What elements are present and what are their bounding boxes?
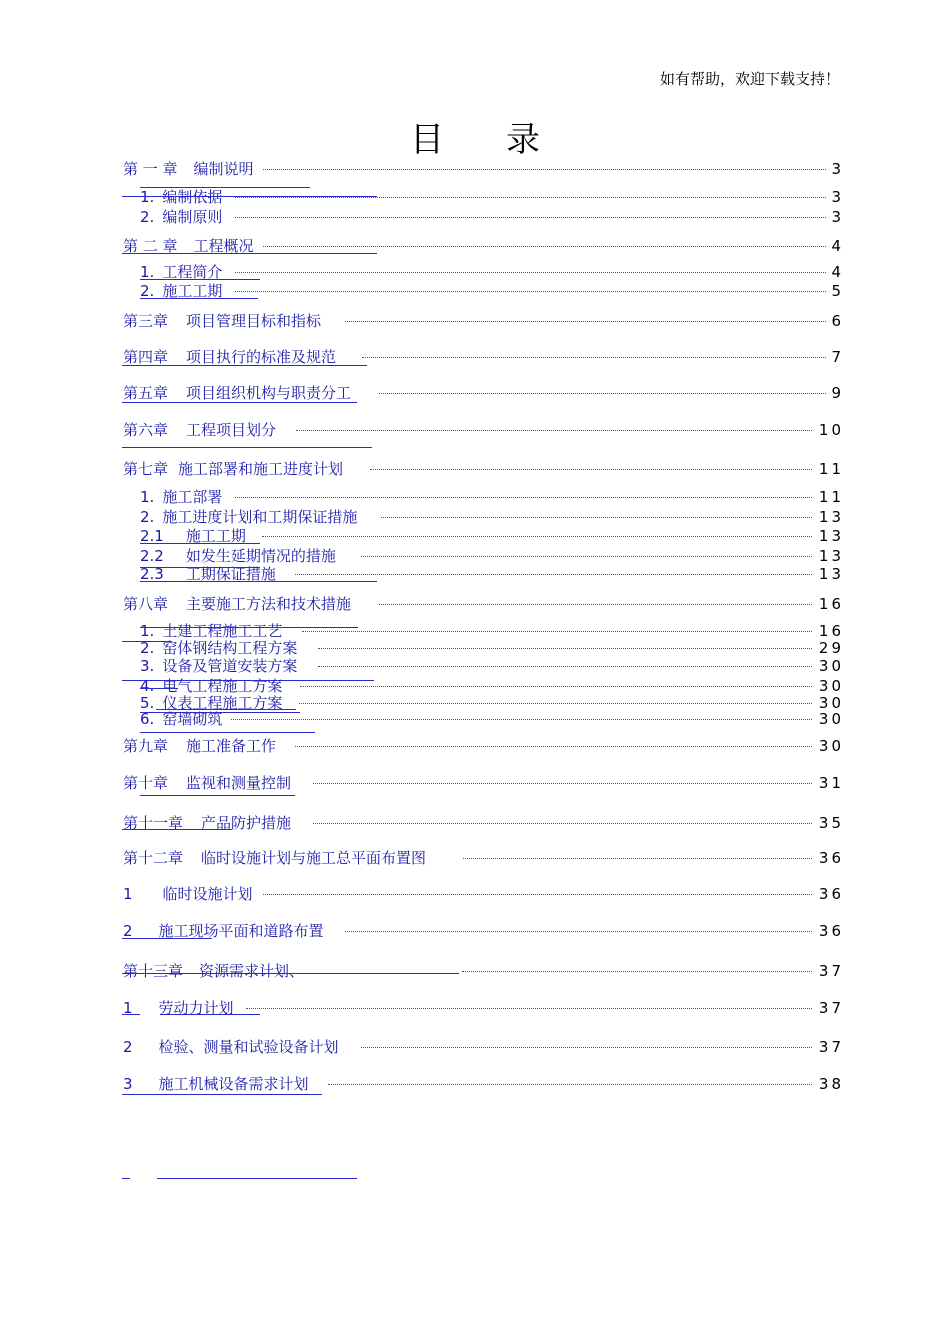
toc-entry-label[interactable]	[123, 383, 351, 403]
toc-entry-label[interactable]	[140, 487, 222, 507]
toc-entry-label[interactable]	[123, 884, 253, 904]
toc-entry-label[interactable]	[123, 813, 291, 833]
toc-entry-number: 2	[123, 922, 133, 940]
toc-dot-leader	[361, 1047, 812, 1048]
toc-entry-number: 第四章	[123, 348, 169, 366]
toc-entry-page-number: 30	[818, 694, 844, 712]
toc-dot-leader	[231, 719, 812, 720]
annotation-stroke	[160, 1014, 260, 1015]
toc-entry-label[interactable]	[123, 594, 351, 614]
toc-dot-leader	[379, 604, 812, 605]
toc-entry-title: 如发生延期情况的措施	[185, 547, 336, 565]
toc-entry[interactable]	[0, 998, 950, 1018]
toc-entry[interactable]	[0, 773, 950, 793]
toc-entry-page-number: 6	[831, 312, 844, 330]
annotation-stroke	[122, 829, 232, 830]
toc-entry-number: 1	[123, 885, 133, 903]
toc-entry[interactable]	[0, 311, 950, 331]
toc-dot-leader	[235, 272, 826, 273]
annotation-stroke	[122, 1178, 130, 1179]
annotation-stroke	[140, 298, 258, 299]
toc-entry-number: 第六章	[123, 421, 169, 439]
annotation-stroke	[122, 938, 212, 939]
annotation-stroke	[122, 1014, 140, 1015]
toc-entry[interactable]	[0, 813, 950, 833]
toc-entry-page-number: 3	[831, 188, 844, 206]
toc-dot-leader	[313, 823, 812, 824]
toc-entry-page-number: 3	[831, 208, 844, 226]
toc-entry-page-number: 37	[818, 962, 844, 980]
annotation-stroke	[122, 253, 377, 254]
toc-entry-page-number: 13	[818, 527, 844, 545]
toc-entry-number: 第五章	[123, 384, 169, 402]
annotation-stroke	[122, 973, 459, 974]
toc-entry-page-number: 13	[818, 565, 844, 583]
toc-entry-title: 工程项目划分	[186, 421, 277, 439]
annotation-stroke	[122, 402, 357, 403]
toc-dot-leader	[300, 686, 812, 687]
toc-entry-number: 3.	[140, 657, 155, 675]
toc-entry-page-number: 16	[818, 595, 844, 613]
toc-dot-leader	[235, 197, 826, 198]
toc-entry-number: 1.	[140, 263, 155, 281]
toc-entry-number: 3	[123, 1075, 133, 1093]
toc-entry-number: 2	[123, 1038, 133, 1056]
toc-entry-number: 1.	[140, 188, 155, 206]
toc-entry[interactable]	[0, 207, 950, 227]
toc-entry-number: 2.2	[140, 547, 164, 565]
toc-entry-title: 临时设施计划	[162, 885, 253, 903]
toc-entry-number: 1.	[140, 622, 155, 640]
toc-entry-number: 第十章	[123, 774, 169, 792]
annotation-stroke	[140, 732, 315, 733]
toc-entry-number: 4.	[140, 677, 155, 695]
toc-entry-title: 施工准备工作	[186, 737, 277, 755]
toc-entry-label[interactable]	[123, 459, 343, 479]
toc-entry[interactable]	[0, 884, 950, 904]
toc-entry-label[interactable]	[123, 848, 426, 868]
toc-entry-page-number: 30	[818, 737, 844, 755]
toc-entry-number: 第七章	[123, 460, 169, 478]
toc-entry[interactable]	[0, 1037, 950, 1057]
toc-dot-leader	[235, 291, 826, 292]
toc-entry-number: 2.1	[140, 527, 164, 545]
toc-entry[interactable]	[0, 383, 950, 403]
toc-entry[interactable]	[0, 736, 950, 756]
annotation-stroke	[157, 1178, 357, 1179]
toc-entry-page-number: 11	[818, 488, 844, 506]
toc-entry[interactable]	[0, 487, 950, 507]
toc-entry-number: 第 一 章	[123, 160, 178, 178]
annotation-stroke	[140, 712, 300, 713]
toc-entry-title: 施工现场平面和道路布置	[158, 922, 324, 940]
toc-entry-label[interactable]	[123, 961, 304, 981]
toc-entry-label[interactable]	[123, 420, 276, 440]
toc-dot-leader	[345, 321, 826, 322]
toc-entry-title: 编制说明	[193, 160, 254, 178]
toc-entry-title: 施工机械设备需求计划	[158, 1075, 309, 1093]
annotation-stroke	[122, 641, 172, 642]
annotation-stroke	[140, 795, 295, 796]
toc-entry[interactable]	[0, 159, 950, 179]
toc-entry[interactable]	[0, 459, 950, 479]
annotation-stroke	[156, 709, 296, 710]
toc-dot-leader	[313, 783, 812, 784]
toc-entry-page-number: 16	[818, 622, 844, 640]
toc-entry-page-number: 35	[818, 814, 844, 832]
toc-entry-number: 1.	[140, 488, 155, 506]
toc-dot-leader	[246, 1008, 812, 1009]
toc-dot-leader	[379, 393, 826, 394]
annotation-stroke	[140, 581, 377, 582]
toc-entry-title: 窑墙砌筑	[162, 710, 223, 728]
toc-dot-leader	[295, 574, 812, 575]
toc-entry-title: 施工进度计划和工期保证措施	[162, 508, 358, 526]
toc-entry-page-number: 13	[818, 547, 844, 565]
toc-entry[interactable]	[0, 594, 950, 614]
toc-entry-title: 电气工程施工方案	[162, 677, 283, 695]
toc-entry-number: 2.3	[140, 565, 164, 583]
toc-entry[interactable]	[0, 187, 950, 207]
annotation-stroke	[140, 627, 358, 628]
toc-entry[interactable]	[0, 1074, 950, 1094]
toc-entry-number: 第十一章	[123, 814, 184, 832]
annotation-stroke	[122, 196, 377, 197]
toc-dot-leader	[318, 666, 812, 667]
annotation-stroke	[140, 567, 260, 568]
toc-entry-title: 监视和测量控制	[186, 774, 292, 792]
toc-entry-label[interactable]	[123, 347, 336, 367]
toc-dot-leader	[263, 246, 826, 247]
toc-dot-leader	[370, 469, 812, 470]
toc-entry[interactable]	[0, 961, 950, 981]
toc-entry-number: 第八章	[123, 595, 169, 613]
toc-dot-leader	[263, 169, 826, 170]
toc-entry-label[interactable]	[140, 507, 357, 527]
toc-entry-title: 临时设施计划与施工总平面布置图	[201, 849, 427, 867]
toc-entry-page-number: 9	[831, 384, 844, 402]
toc-entry-title: 土建工程施工工艺	[162, 622, 283, 640]
toc-entry-label[interactable]	[140, 656, 297, 676]
toc-entry-page-number: 11	[818, 460, 844, 478]
toc-entry-page-number: 37	[818, 999, 844, 1017]
toc-entry-title: 设备及管道安装方案	[162, 657, 298, 675]
toc-entry-title: 编制原则	[162, 208, 223, 226]
toc-entry-page-number: 10	[818, 421, 844, 439]
toc-entry-title: 工程简介	[162, 263, 223, 281]
toc-dot-leader	[302, 631, 812, 632]
toc-dot-leader	[235, 497, 812, 498]
toc-entry-title: 施工部署	[162, 488, 223, 506]
toc-dot-leader	[295, 746, 812, 747]
toc-entry-page-number: 5	[831, 282, 844, 300]
toc-entry-number: 2.	[140, 508, 155, 526]
annotation-stroke	[140, 187, 310, 188]
annotation-stroke	[122, 1094, 322, 1095]
annotation-stroke	[205, 543, 257, 544]
toc-entry[interactable]	[0, 848, 950, 868]
toc-entry-label[interactable]	[123, 159, 254, 179]
toc-entry-number: 第 二 章	[123, 237, 178, 255]
toc-entry-page-number: 13	[818, 508, 844, 526]
toc-entry-page-number: 4	[831, 263, 844, 281]
toc-entry-page-number: 30	[818, 657, 844, 675]
toc-entry-label[interactable]	[123, 1037, 339, 1057]
annotation-stroke	[122, 680, 374, 681]
toc-entry-page-number: 30	[818, 677, 844, 695]
page-title: 目录	[410, 120, 602, 160]
toc-dot-leader	[328, 1084, 812, 1085]
toc-entry-title: 产品防护措施	[201, 814, 292, 832]
toc-entry-page-number: 38	[818, 1075, 844, 1093]
toc-entry-page-number: 3	[831, 160, 844, 178]
toc-entry-title: 项目组织机构与职责分工	[186, 384, 352, 402]
toc-entry-page-number: 37	[818, 1038, 844, 1056]
toc-entry-label[interactable]	[140, 207, 222, 227]
toc-entry-page-number: 29	[818, 639, 844, 657]
toc-entry-label[interactable]	[140, 187, 222, 207]
toc-dot-leader	[263, 894, 812, 895]
toc-entry-title: 施工工期	[162, 282, 223, 300]
toc-entry-number: 2.	[140, 282, 155, 300]
toc-entry-number: 第十三章	[123, 962, 184, 980]
toc-entry-page-number: 31	[818, 774, 844, 792]
toc-entry-title: 施工部署和施工进度计划	[178, 460, 344, 478]
toc-entry-title: 项目执行的标准及规范	[186, 348, 337, 366]
toc-dot-leader	[345, 931, 812, 932]
toc-dot-leader	[361, 556, 812, 557]
toc-entry-page-number: 36	[818, 922, 844, 940]
toc-entry-title: 施工工期	[185, 527, 246, 545]
toc-entry-number: 6.	[140, 710, 155, 728]
toc-entry-number: 第九章	[123, 737, 169, 755]
toc-entry-title: 窑体钢结构工程方案	[162, 639, 298, 657]
toc-entry-page-number: 7	[831, 348, 844, 366]
toc-entry[interactable]	[0, 507, 950, 527]
toc-dot-leader	[463, 858, 812, 859]
toc-entry-title: 仪表工程施工方案	[162, 694, 283, 712]
toc-entry-title: 主要施工方法和技术措施	[186, 595, 352, 613]
annotation-stroke	[122, 447, 372, 448]
toc-entry-page-number: 36	[818, 885, 844, 903]
toc-entry-title: 资源需求计划、	[199, 962, 305, 980]
toc-entry-label[interactable]	[123, 773, 291, 793]
toc-dot-leader	[318, 648, 812, 649]
toc-entry-title: 劳动力计划	[158, 999, 234, 1017]
toc-entry-number: 1	[123, 999, 133, 1017]
toc-entry-title: 工期保证措施	[185, 565, 276, 583]
toc-entry-number: 2.	[140, 208, 155, 226]
toc-entry-title: 检验、测量和试验设备计划	[158, 1038, 339, 1056]
toc-entry[interactable]	[0, 347, 950, 367]
toc-dot-leader	[381, 517, 812, 518]
toc-entry[interactable]	[0, 656, 950, 676]
annotation-stroke	[140, 279, 260, 280]
toc-dot-leader	[362, 357, 826, 358]
toc-entry[interactable]	[0, 420, 950, 440]
toc-dot-leader	[296, 430, 812, 431]
toc-dot-leader	[235, 217, 826, 218]
toc-entry-page-number: 36	[818, 849, 844, 867]
toc-entry-page-number: 4	[831, 237, 844, 255]
toc-entry-number: 5.	[140, 694, 155, 712]
toc-dot-leader	[299, 703, 812, 704]
toc-entry-label[interactable]	[123, 736, 276, 756]
toc-entry-label[interactable]	[123, 1074, 309, 1094]
toc-entry-page-number: 30	[818, 710, 844, 728]
header-note: 如有帮助，欢迎下载支持！	[659, 70, 840, 88]
toc-entry-label[interactable]	[123, 998, 234, 1018]
toc-entry-number: 2.	[140, 639, 155, 657]
toc-entry-number: 第十二章	[123, 849, 184, 867]
toc-dot-leader	[262, 536, 812, 537]
toc-entry-label[interactable]	[140, 546, 336, 566]
toc-entry[interactable]	[0, 546, 950, 566]
toc-entry-title: 工程概况	[193, 237, 254, 255]
annotation-stroke	[140, 688, 178, 689]
toc-entry-title: 编制依据	[162, 188, 223, 206]
toc-entry-label[interactable]	[123, 311, 321, 331]
annotation-stroke	[122, 365, 367, 366]
toc-entry-number: 第三章	[123, 312, 169, 330]
toc-dot-leader	[462, 971, 812, 972]
toc-entry-title: 项目管理目标和指标	[186, 312, 322, 330]
